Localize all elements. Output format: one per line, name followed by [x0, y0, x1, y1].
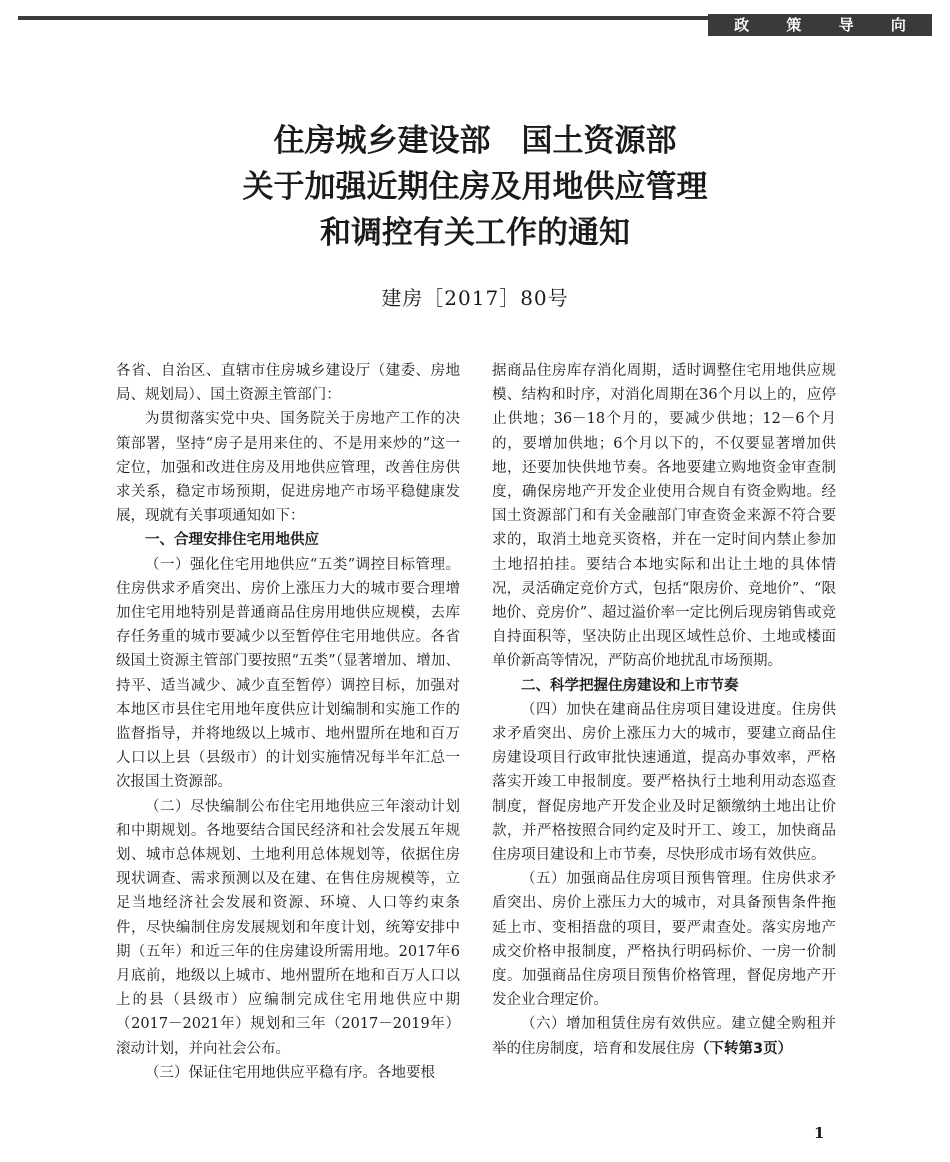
page-number: 1 [814, 1124, 825, 1142]
recipients: 各省、自治区、直辖市住房城乡建设厅（建委、房地局、规划局）、国土资源主管部门： [116, 363, 460, 404]
section-heading-1: 一、合理安排住宅用地供应 [145, 532, 319, 549]
section-heading-2: 二、科学把握住房建设和上市节奏 [521, 677, 739, 694]
title-line-2: 关于加强近期住房及用地供应管理 [242, 169, 708, 205]
continued-note: （下转第3页） [695, 1040, 793, 1057]
notice-title [0, 118, 950, 256]
item-2-paragraph: （二）尽快编制公布住宅用地供应三年滚动计划和中期规划。各地要结合国民经济和社会发展五年规划、城市总体规划、土地利用总体规划等，依据住房现状调查、需求预测以及在建、在售住房规模等，立足当地经济社会发展和资源、环境、人口等约束条件，尽快编制住房发展规划和年度计划，统筹安排中期（五年）和近三年的住房建设所需用地。2017年6月底前，地级以上城市、地州盟所在地和百万人口以上的县（县级市）应编制完成住宅用地供应中期（2017－2021年）规划和三年（2017－2019年）滚动计划，并向社会公布。 [116, 798, 460, 1057]
section-tag: 政 策 导 向 [708, 14, 932, 36]
title-line-3: 和调控有关工作的通知 [320, 215, 630, 251]
document-number: 建房［2017］80号 [381, 286, 569, 310]
item-3-paragraph-start: （三）保证住宅用地供应平稳有序。各地要根 [145, 1064, 435, 1081]
item-6-paragraph-start [492, 1012, 836, 1060]
intro-paragraph: 为贯彻落实党中央、国务院关于房地产工作的决策部署，坚持“房子是用来住的、不是用来炒的”这一定位，加强和改进住房及用地供应管理，改善住房供求关系，稳定市场预期，促进房地产市场平稳健康发展，现就有关事项通知如下： [116, 411, 460, 525]
item-3-paragraph-continued: 据商品住房库存消化周期，适时调整住宅用地供应规模、结构和时序，对消化周期在36个月以上的，应停止供地；36－18个月的，要减少供地；12－6个月的，要增加供地；6个月以下的，不仅要显著增加供地，还要加快供地节奏。各地要建立购地资金审查制度，确保房地产开发企业使用合规自有资金购地。经国土资源部门和有关金融部门审查资金来源不符合要求的，取消土地竞买资格，并在一定时间内禁止参加土地招拍挂。要结合本地实际和出让土地的具体情况，灵活确定竞价方式，包括“限房价、竞地价”、“限地价、竞房价”、超过溢价率一定比例后现房销售或竞自持面积等，坚决防止出现区域性总价、土地或楼面单价新高等情况，严防高价地扰乱市场预期。 [492, 363, 836, 670]
title-line-1: 住房城乡建设部 国土资源部 [273, 123, 677, 159]
item-1-paragraph: （一）强化住宅用地供应“五类”调控目标管理。住房供求矛盾突出、房价上涨压力大的城市要合理增加住宅用地特别是普通商品住房用地供应规模，去库存任务重的城市要减少以至暂停住宅用地供应。各省级国土资源主管部门要按照“五类”（显著增加、增加、持平、适当减少、减少直至暂停）调控目标，加强对本地区市县住宅用地年度供应计划编制和实施工作的监督指导，并将地级以上城市、地州盟所在地和百万人口以上县（县级市）的计划实施情况每半年汇总一次报国土资源部。 [116, 556, 460, 791]
item-5-paragraph: （五）加强商品住房项目预售管理。住房供求矛盾突出、房价上涨压力大的城市，对具备预售条件拖延上市、变相捂盘的项目，要严肃查处。落实房地产成交价格申报制度，严格执行明码标价、一房一价制度。加强商品住房项目预售价格管理，督促房地产开发企业合理定价。 [492, 871, 836, 1009]
item-6-text: （六）增加租赁住房有效供应。建立健全购租并举的住房制度，培育和发展住房 [492, 1016, 836, 1057]
header-rule [18, 16, 708, 20]
left-column [116, 359, 460, 1085]
item-4-paragraph: （四）加快在建商品住房项目建设进度。住房供求矛盾突出、房价上涨压力大的城市，要建立商品住房建设项目行政审批快速通道，提高办事效率，严格落实开竣工申报制度。要严格执行土地利用动态巡查制度，督促房地产开发企业及时足额缴纳土地出让价款，并严格按照合同约定及时开工、竣工，加快商品住房项目建设和上市节奏，尽快形成市场有效供应。 [492, 701, 836, 864]
right-column [492, 359, 836, 1061]
